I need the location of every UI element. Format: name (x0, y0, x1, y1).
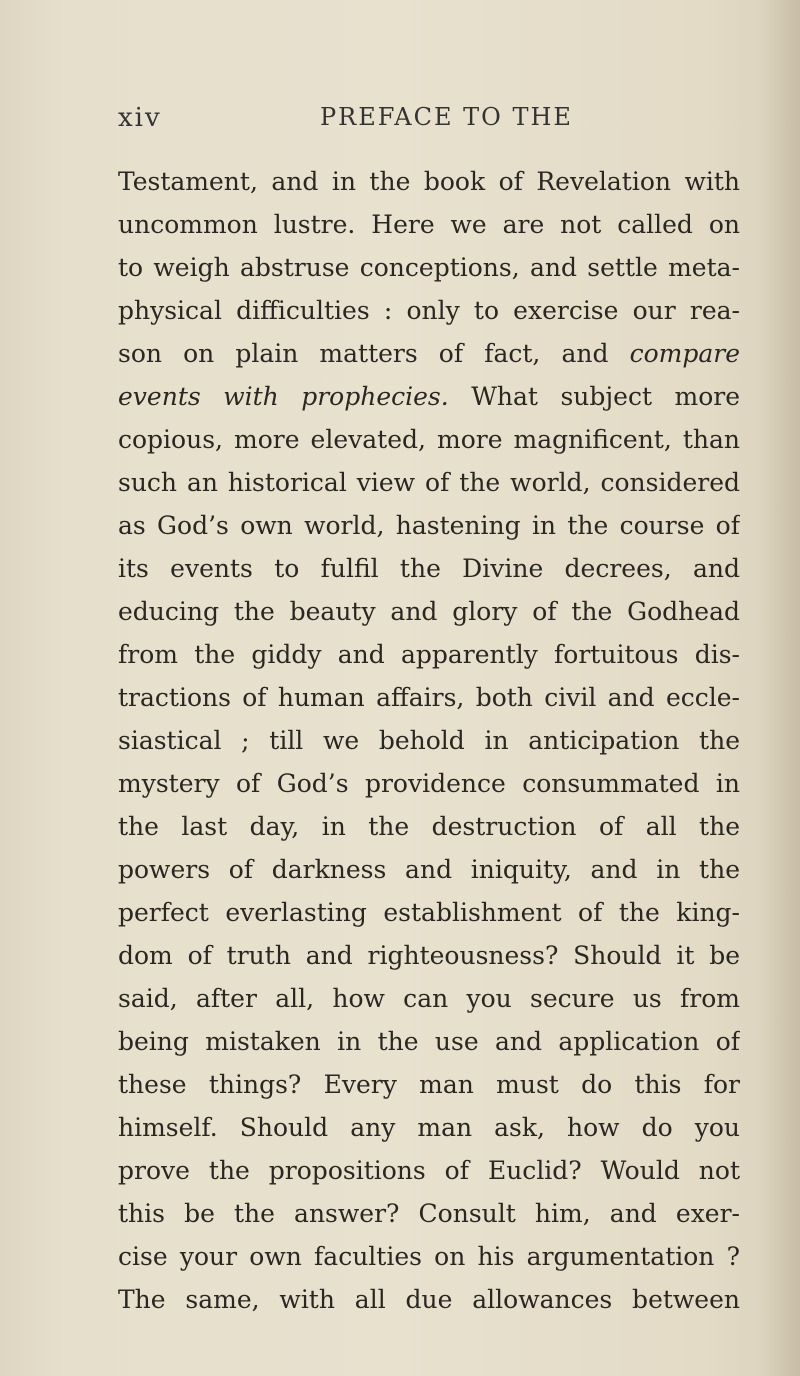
page-header (118, 103, 738, 143)
text-line-24: prove the propositions of Euclid? Would not (118, 1156, 740, 1185)
text-line-16: the last day, in the destruction of all the (118, 812, 740, 841)
text-line-5-roman: son on plain matters of fact, and (118, 339, 630, 368)
text-line-6-italic: events with prophecies. (118, 382, 449, 411)
text-line-2: uncommon lustre. Here we are not called on (118, 210, 740, 239)
text-line-21: being mistaken in the use and application of (118, 1027, 740, 1056)
text-line-6 (118, 375, 740, 418)
text-line-12: from the giddy and apparently fortuitous dis- (118, 640, 740, 669)
text-line-8: such an historical view of the world, considered (118, 468, 740, 497)
text-line-19: dom of truth and righteousness? Should it be (118, 941, 740, 970)
page-number: xiv (118, 103, 162, 133)
text-line-20: said, after all, how can you secure us from (118, 984, 740, 1013)
text-line-14: siastical ; till we behold in anticipation the (118, 726, 740, 755)
text-line-4: physical difficulties : only to exercise our rea- (118, 296, 740, 325)
text-line-18: perfect everlasting establishment of the king- (118, 898, 740, 927)
running-head: PREFACE TO THE (320, 103, 573, 131)
text-line-10: its events to fulfil the Divine decrees, and (118, 554, 740, 583)
text-line-11: educing the beauty and glory of the Godhead (118, 597, 740, 626)
page-edge-shadow (760, 0, 800, 1376)
text-line-5 (118, 332, 740, 375)
text-line-27: The same, with all due allowances between (118, 1285, 740, 1314)
text-line-7: copious, more elevated, more magnificent, than (118, 425, 740, 454)
text-line-22: these things? Every man must do this for (118, 1070, 740, 1099)
text-line-3: to weigh abstruse conceptions, and settle meta- (118, 253, 740, 282)
text-line-26: cise your own faculties on his argumentation ? (118, 1242, 740, 1271)
text-line-17: powers of darkness and iniquity, and in the (118, 855, 740, 884)
text-line-6-roman: What subject more (448, 382, 740, 411)
text-line-1: Testament, and in the book of Revelation with (118, 167, 740, 196)
text-line-5-italic: compare (629, 339, 740, 368)
text-line-23: himself. Should any man ask, how do you (118, 1113, 740, 1142)
text-line-9: as God’s own world, hastening in the course of (118, 511, 740, 540)
body-text (118, 160, 740, 1321)
text-line-13: tractions of human affairs, both civil and eccle- (118, 683, 740, 712)
text-line-25: this be the answer? Consult him, and exer- (118, 1199, 740, 1228)
text-line-15: mystery of God’s providence consummated in (118, 769, 740, 798)
